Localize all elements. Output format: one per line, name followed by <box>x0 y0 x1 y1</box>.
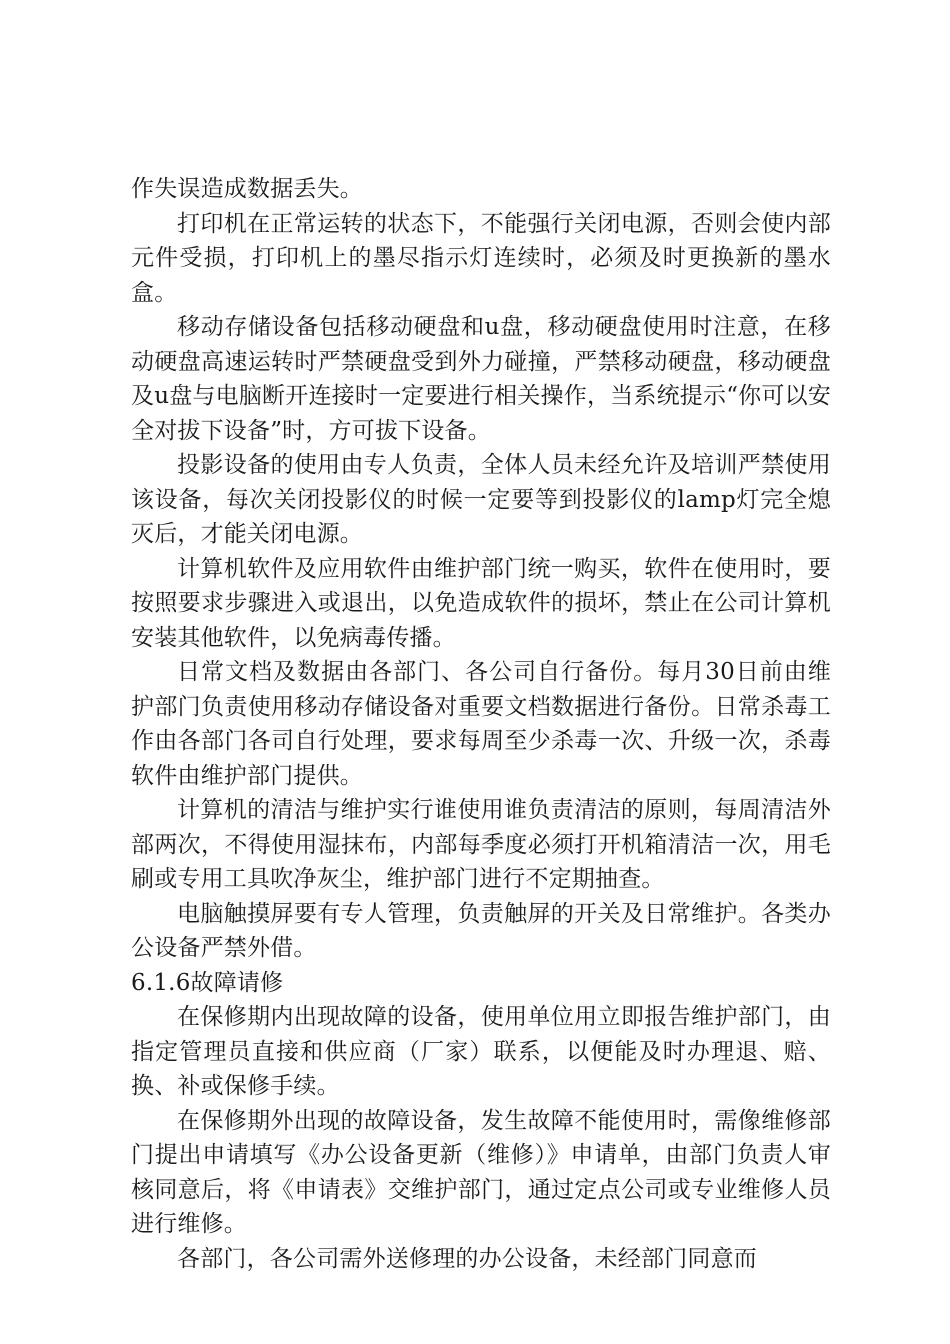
paragraph-warranty-in: 在保修期内出现故障的设备，使用单位用立即报告维护部门，由指定管理员直接和供应商（厂家）联系，以便能及时办理退、赔、换、补或保修手续。 <box>131 1004 831 1099</box>
paragraph-projector: 投影设备的使用由专人负责，全体人员未经允许及培训严禁使用该设备，每次关闭投影仪的时候一定要等到投影仪的lamp灯完全熄灭后，才能关闭电源。 <box>131 452 831 547</box>
section-heading: 6.1.6故障请修 <box>131 969 284 996</box>
paragraph-printer: 打印机在正常运转的状态下，不能强行关闭电源，否则会使内部元件受损，打印机上的墨尽指示灯连续时，必须及时更换新的墨水盒。 <box>131 210 831 306</box>
paragraph-external-repair: 各部门，各公司需外送修理的办公设备，未经部门同意而 <box>177 1245 757 1272</box>
paragraph-software: 计算机软件及应用软件由维护部门统一购买，软件在使用时，要按照要求步骤进入或退出，以免造成软件的损坏，禁止在公司计算机安装其他软件，以免病毒传播。 <box>131 555 831 651</box>
paragraph-storage: 移动存储设备包括移动硬盘和u盘，移动硬盘使用时注意，在移动硬盘高速运转时严禁硬盘受到外力碰撞，严禁移动硬盘，移动硬盘及u盘与电脑断开连接时一定要进行相关操作，当系统提示“你可以安全对拔下设备”时，方可拔下设备。 <box>131 314 831 444</box>
paragraph-warranty-out: 在保修期外出现的故障设备，发生故障不能使用时，需像维修部门提出申请填写《办公设备更新（维修）》申请单，由部门负责人审核同意后，将《申请表》交维护部门，通过定点公司或专业维修人员进行维修。 <box>131 1107 831 1237</box>
document-body <box>131 172 831 1276</box>
paragraph-touchscreen: 电脑触摸屏要有专人管理，负责触屏的开关及日常维护。各类办公设备严禁外借。 <box>131 900 831 961</box>
paragraph-1: 作失误造成数据丢失。 <box>131 176 363 202</box>
paragraph-cleaning: 计算机的清洁与维护实行谁使用谁负责清洁的原则，每周清洁外部两次，不得使用湿抹布，内部每季度必须打开机箱清洁一次，用毛刷或专用工具吹净灰尘，维护部门进行不定期抽查。 <box>131 797 831 892</box>
paragraph-backup: 日常文档及数据由各部门、各公司自行备份。每月30日前由维护部门负责使用移动存储设备对重要文档数据进行备份。日常杀毒工作由各部门各司自行处理，要求每周至少杀毒一次、升级一次，杀毒软件由维护部门提供。 <box>131 659 831 789</box>
